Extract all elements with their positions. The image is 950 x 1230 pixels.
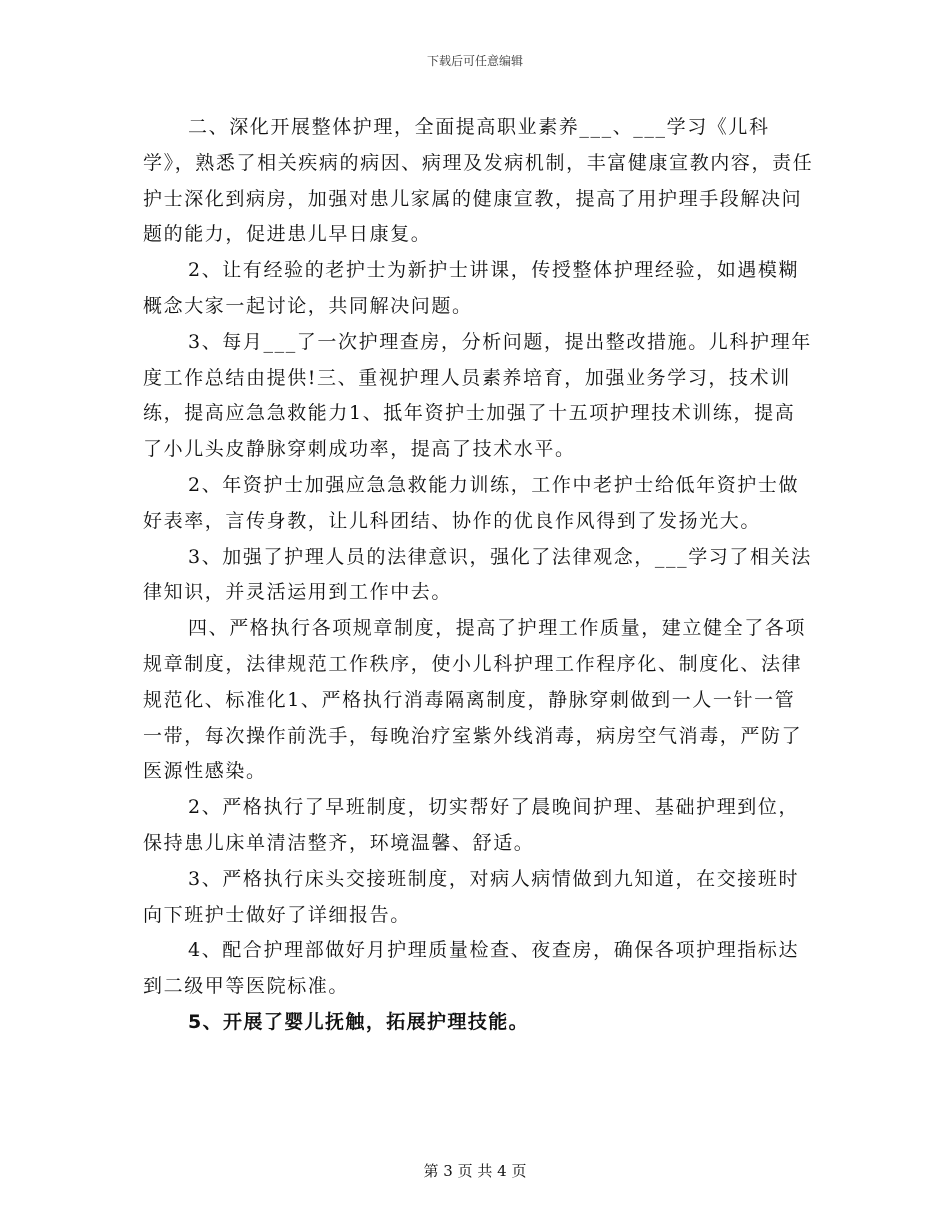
paragraph-section-two: 二、深化开展整体护理，全面提高职业素养___、___学习《儿科学》，熟悉了相关疾病的病因、病理及发病机制，丰富健康宣教内容，责任护士深化到病房，加强对患儿家属的健康宣教，提高了用护理手段解决问题的能力，促进患儿早日康复。 (143, 116, 814, 246)
paragraph-item: 3、加强了护理人员的法律意识，强化了法律观念，___学习了相关法律知识，并灵活运用到工作中去。 (143, 545, 812, 604)
page-header: 下载后可任意编辑 (426, 54, 523, 68)
paragraph-bold-item: 5、开展了婴儿抚触，拓展护理技能。 (188, 1010, 530, 1033)
paragraph-item: 2、让有经验的老护士为新护士讲课，传授整体护理经验，如遇模糊概念大家一起讨论，共同解决问题。 (143, 259, 800, 317)
paragraph-item: 2、年资护士加强应急急救能力训练，工作中老护士给低年资护士做好表率，言传身教，让儿科团结、协作的优良作风得到了发扬光大。 (143, 473, 800, 532)
paragraph-item: 3、严格执行床头交接班制度，对病人病情做到九知道，在交接班时向下班护士做好了详细报告。 (143, 867, 800, 926)
page-number: 第 3 页 共 4 页 (423, 1162, 527, 1180)
document-body (143, 110, 815, 1041)
paragraph-item: 4、配合护理部做好月护理质量检查、夜查房，确保各项护理指标达到二级甲等医院标准。 (143, 939, 800, 998)
paragraph-item: 3、每月___了一次护理查房，分析问题，提出整改措施。儿科护理年度工作总结由提供!三、重视护理人员素养培育，加强业务学习，技术训练，提高应急急救能力1、抵年资护士加强了十五项护理技术训练，提高了小儿头皮静脉穿刺成功率，提高了技术水平。 (143, 330, 812, 461)
paragraph-section-four: 四、严格执行各项规章制度，提高了护理工作质量，建立健全了各项规章制度，法律规范工作秩序，使小儿科护理工作程序化、制度化、法律规范化、标准化1、严格执行消毒隔离制度，静脉穿刺做到一人一针一管一带，每次操作前洗手，每晚治疗室紫外线消毒，病房空气消毒，严防了医源性感染。 (143, 617, 807, 783)
paragraph-item: 2、严格执行了早班制度，切实帮好了晨晚间护理、基础护理到位，保持患儿床单清洁整齐，环境温馨、舒适。 (143, 796, 800, 854)
